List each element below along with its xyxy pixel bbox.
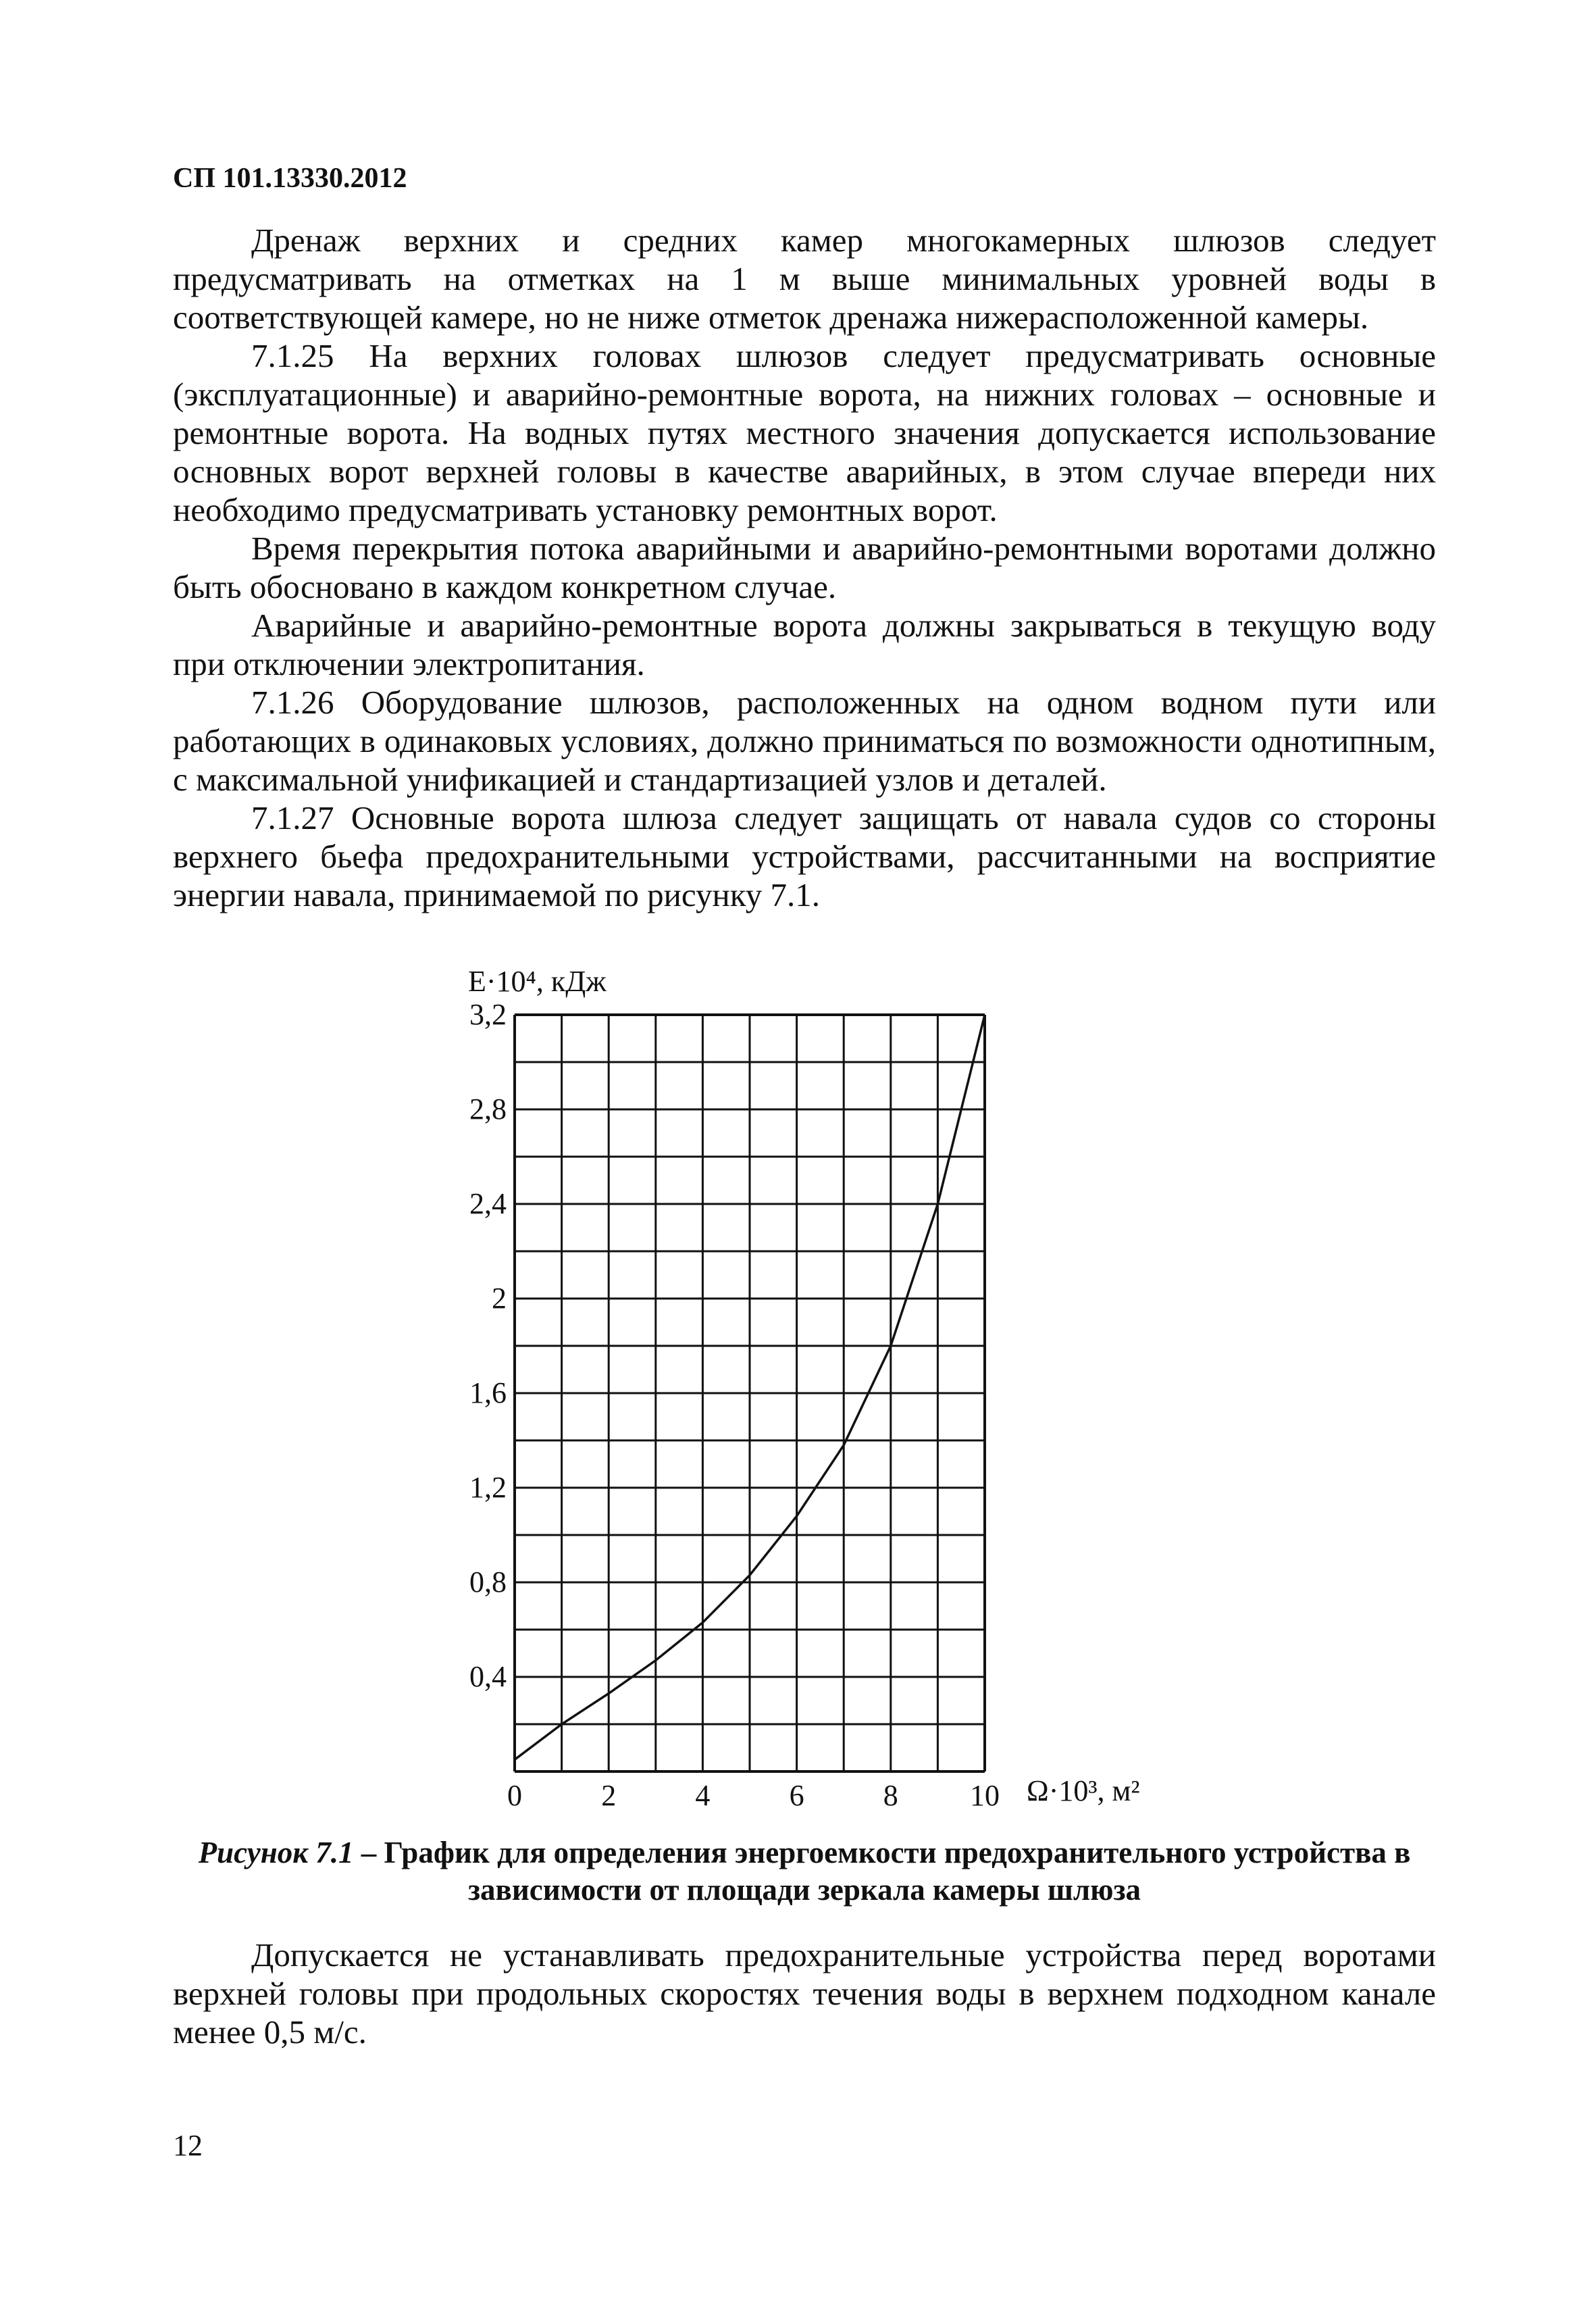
y-tick-label: 0,4 — [469, 1660, 507, 1693]
x-tick-label: 8 — [883, 1779, 898, 1812]
paragraph: 7.1.27 Основные ворота шлюза следует защищать от навала судов со стороны верхнего бьефа предохранительными устройствами, рассчитанными на восприятие энергии навала, принимаемой по рисунку 7.1. — [173, 799, 1436, 913]
figure-7-1 — [0, 946, 1596, 1844]
y-axis-label: E·10⁴, кДж — [468, 965, 607, 998]
y-tick-label: 1,2 — [469, 1471, 507, 1504]
caption-label: Рисунок 7.1 — [198, 1836, 354, 1869]
body-text-before — [173, 221, 1436, 914]
x-tick-label: 4 — [695, 1779, 711, 1812]
caption-dash: – — [353, 1836, 384, 1869]
paragraph: Допускается не устанавливать предохранительные устройства перед воротами верхней головы при продольных скоростях течения воды в верхнем подходном канале менее 0,5 м/с. — [173, 1936, 1436, 2051]
document-code: СП 101.13330.2012 — [173, 163, 407, 194]
caption-text: График для определения энергоемкости предохранительного устройства в зависимости от площади зеркала камеры шлюза — [384, 1836, 1411, 1907]
y-tick-label: 3,2 — [469, 998, 507, 1031]
y-tick-label: 0,8 — [469, 1565, 507, 1599]
y-tick-label: 2,4 — [469, 1187, 507, 1220]
paragraph: Аварийные и аварийно-ремонтные ворота должны закрываться в текущую воду при отключении электропитания. — [173, 607, 1436, 682]
x-tick-label: 6 — [789, 1779, 804, 1812]
x-tick-label: 10 — [970, 1779, 1000, 1812]
y-tick-label: 1,6 — [469, 1376, 507, 1409]
paragraph: 7.1.26 Оборудование шлюзов, расположенных на одном водном пути или работающих в одинаковых условиях, должно приниматься по возможности однотипным, с максимальной унификацией и стандартизацией узлов и деталей. — [173, 684, 1436, 798]
figure-caption — [173, 1834, 1436, 1909]
y-tick-label: 2,8 — [469, 1092, 507, 1126]
paragraph: 7.1.25 На верхних головах шлюзов следует предусматривать основные (эксплуатационные) и аварийно-ремонтные ворота, на нижних головах – основные и ремонтные ворота. На водных путях местного значения допускается использование основных ворот верхней головы в качестве аварийных, в этом случае впереди них необходимо предусматривать установку ремонтных ворот. — [173, 337, 1436, 528]
paragraph: Дренаж верхних и средних камер многокамерных шлюзов следует предусматривать на отметках на 1 м выше минимальных уровней воды в соответствующей камере, но не ниже отметок дренажа нижерасположенной камеры. — [173, 222, 1436, 336]
page-number: 12 — [173, 2129, 203, 2162]
body-text-after — [173, 1936, 1436, 2051]
x-tick-label: 0 — [507, 1779, 522, 1812]
paragraph: Время перекрытия потока аварийными и аварийно-ремонтными воротами должно быть обосновано в каждом конкретном случае. — [173, 530, 1436, 605]
energy-chart — [0, 946, 1596, 1844]
y-tick-label: 2 — [492, 1282, 507, 1315]
x-tick-label: 2 — [601, 1779, 617, 1812]
x-axis-label: Ω·10³, м² — [1027, 1774, 1140, 1807]
